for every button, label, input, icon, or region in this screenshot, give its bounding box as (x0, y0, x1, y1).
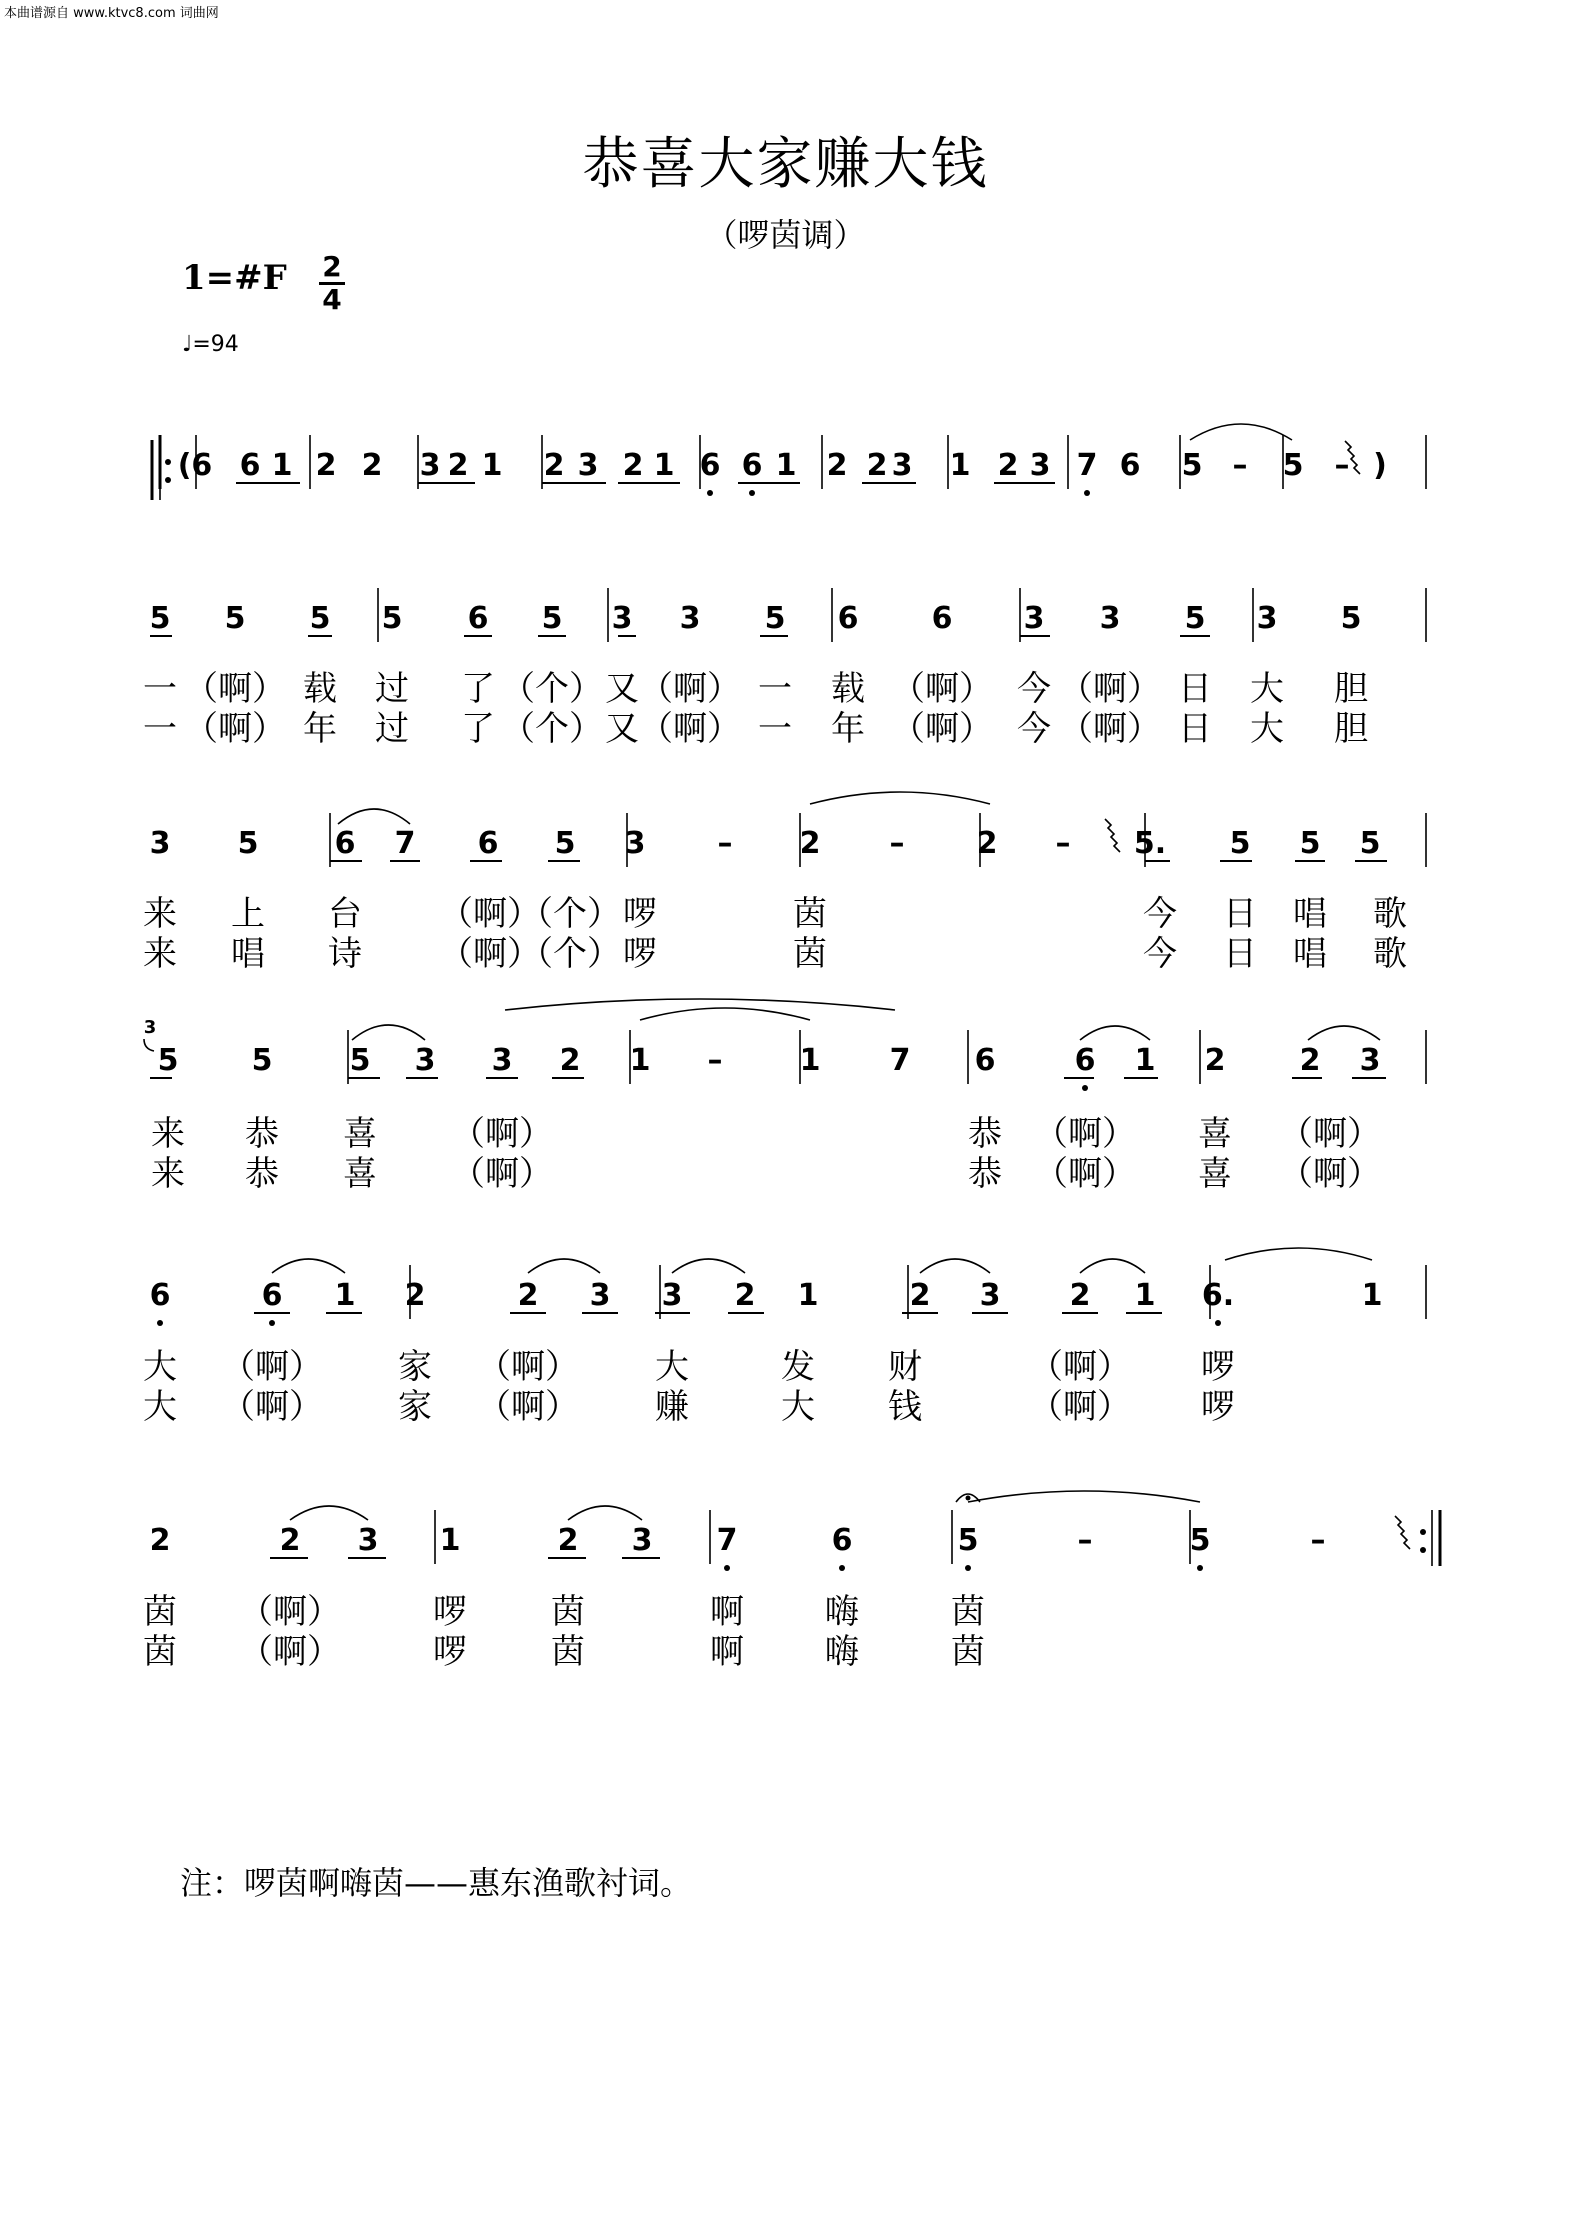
lyric-verse1-4-7: （啊） (1029, 1347, 1131, 1387)
lyric-verse1-3-2: 喜 (343, 1114, 377, 1154)
note-3-5: 2 (559, 1043, 581, 1078)
note-5-2: 3 (357, 1523, 379, 1558)
lyric-verse1-2-10: 歌 (1373, 894, 1407, 934)
note-0-19: 2 (997, 448, 1019, 483)
lyric-verse1-5-4: 啊 (710, 1592, 744, 1632)
note-5-6: 7 (716, 1523, 738, 1558)
note-4-5: 3 (589, 1278, 611, 1313)
lyric-verse2-2-0: 来 (143, 934, 177, 974)
lyric-verse2-2-1: 唱 (231, 934, 265, 974)
song-title: 恭喜大家赚大钱 (582, 132, 989, 197)
note-2-0: 3 (149, 826, 171, 861)
note-1-7: 3 (679, 601, 701, 636)
lyric-verse2-4-2: 家 (398, 1387, 432, 1427)
note-2-11: – (1055, 826, 1071, 861)
note-5-11: – (1310, 1523, 1326, 1558)
octave-dot (965, 1565, 971, 1571)
note-0-1: 6 (239, 448, 261, 483)
note-0-24: – (1232, 448, 1248, 483)
lyric-verse2-1-12: （啊） (1059, 709, 1161, 749)
note-1-14: 3 (1256, 601, 1278, 636)
lyric-verse1-1-8: 一 (758, 669, 792, 709)
lyric-verse2-3-4: 恭 (968, 1154, 1002, 1194)
note-1-12: 3 (1099, 601, 1121, 636)
note-1-2: 5 (309, 601, 331, 636)
lyric-verse2-3-2: 喜 (343, 1154, 377, 1194)
note-5-9: – (1077, 1523, 1093, 1558)
note-1-4: 6 (467, 601, 489, 636)
note-3-15: 3 (1359, 1043, 1381, 1078)
note-2-1: 5 (237, 826, 259, 861)
note-0-7: 1 (481, 448, 503, 483)
note-3-13: 2 (1204, 1043, 1226, 1078)
note-0-16: 2 (866, 448, 888, 483)
lyric-verse1-2-9: 唱 (1293, 894, 1327, 934)
lyric-verse2-1-14: 大 (1250, 709, 1284, 749)
note-0-21: 7 (1076, 448, 1098, 483)
time-signature-top: 2 (322, 250, 342, 283)
lyric-verse1-5-1: （啊） (239, 1592, 341, 1632)
note-3-4: 3 (491, 1043, 513, 1078)
lyric-verse1-1-1: （啊） (184, 669, 286, 709)
note-5-7: 6 (831, 1523, 853, 1558)
lyric-verse1-3-5: （啊） (1034, 1114, 1136, 1154)
lyric-verse1-1-14: 大 (1250, 669, 1284, 709)
note-2-5: 5 (554, 826, 576, 861)
lyric-verse2-4-5: 大 (781, 1387, 815, 1427)
lyric-verse1-4-8: 啰 (1201, 1347, 1235, 1387)
repeat-dot (1420, 1529, 1426, 1535)
lyric-verse1-2-0: 来 (143, 894, 177, 934)
note-2-12: 5. (1133, 826, 1167, 861)
note-3-7: – (707, 1043, 723, 1078)
lyric-verse2-2-8: 日 (1223, 934, 1257, 974)
footnote: 注：啰茵啊嗨茵——惠东渔歌衬词。 (180, 1864, 693, 1902)
note-0-4: 2 (361, 448, 383, 483)
note-0-27: ) (1373, 448, 1387, 483)
lyric-verse1-2-1: 上 (231, 894, 265, 934)
note-4-10: 3 (979, 1278, 1001, 1313)
note-0-10: 2 (622, 448, 644, 483)
lyric-verse1-5-3: 茵 (551, 1592, 585, 1632)
note-3-2: 5 (349, 1043, 371, 1078)
note-4-14: 1 (1361, 1278, 1383, 1313)
octave-dot (1084, 490, 1090, 496)
note-2-2: 6 (334, 826, 356, 861)
note-2-10: 2 (976, 826, 998, 861)
lyric-verse2-4-7: （啊） (1029, 1387, 1131, 1427)
note-0-3: 2 (315, 448, 337, 483)
glissando-mark (1105, 819, 1120, 852)
lyric-verse1-1-12: （啊） (1059, 669, 1161, 709)
slur (1190, 424, 1292, 440)
note-1-10: 6 (931, 601, 953, 636)
note-2-15: 5 (1359, 826, 1381, 861)
note-1-3: 5 (381, 601, 403, 636)
lyric-verse2-2-4: （个） (519, 934, 621, 974)
lyric-verse1-1-10: （啊） (891, 669, 993, 709)
lyric-verse1-1-6: 又 (605, 669, 639, 709)
note-1-15: 5 (1340, 601, 1362, 636)
note-5-0: 2 (149, 1523, 171, 1558)
song-subtitle: （啰茵调） (705, 216, 866, 254)
note-0-17: 3 (891, 448, 913, 483)
lyric-verse2-2-2: 诗 (328, 934, 362, 974)
lyric-verse1-3-1: 恭 (245, 1114, 279, 1154)
octave-dot (839, 1565, 845, 1571)
note-2-13: 5 (1229, 826, 1251, 861)
note-5-10: 5 (1189, 1523, 1211, 1558)
slur (568, 1506, 642, 1520)
note-4-4: 2 (517, 1278, 539, 1313)
note-5-4: 2 (557, 1523, 579, 1558)
lyric-verse2-2-10: 歌 (1373, 934, 1407, 974)
lyric-verse1-1-4: 了 (461, 669, 495, 709)
lyric-verse2-4-0: 大 (143, 1387, 177, 1427)
lyric-verse1-4-3: （啊） (477, 1347, 579, 1387)
repeat-dot (1420, 1547, 1426, 1553)
note-4-1: 6 (261, 1278, 283, 1313)
note-0-26: – (1334, 448, 1350, 483)
note-0-8: 2 (543, 448, 565, 483)
note-3-3: 3 (414, 1043, 436, 1078)
note-1-11: 3 (1023, 601, 1045, 636)
note-2-14: 5 (1299, 826, 1321, 861)
note-3-8: 1 (799, 1043, 821, 1078)
lyric-verse2-5-6: 茵 (951, 1632, 985, 1672)
note-0-0: (6 (177, 448, 213, 483)
lyric-verse2-4-6: 钱 (888, 1387, 922, 1427)
slur (968, 1491, 1200, 1502)
note-3-0: 5 (157, 1043, 179, 1078)
lyric-verse2-5-5: 嗨 (825, 1632, 859, 1672)
note-0-2: 1 (271, 448, 293, 483)
note-3-10: 6 (974, 1043, 996, 1078)
lyric-verse1-4-5: 发 (781, 1347, 815, 1387)
note-0-11: 1 (653, 448, 675, 483)
note-3-1: 5 (251, 1043, 273, 1078)
note-3-12: 1 (1134, 1043, 1156, 1078)
lyric-verse2-1-2: 年 (303, 709, 337, 749)
note-4-13: 6. (1201, 1278, 1235, 1313)
note-5-3: 1 (439, 1523, 461, 1558)
slur (1080, 1259, 1145, 1273)
time-signature-bottom: 4 (322, 283, 342, 316)
slur (810, 792, 990, 804)
lyric-verse2-2-6: 茵 (793, 934, 827, 974)
lyric-verse2-5-4: 啊 (710, 1632, 744, 1672)
note-4-0: 6 (149, 1278, 171, 1313)
lyric-verse1-1-0: 一 (143, 669, 177, 709)
note-0-14: 1 (775, 448, 797, 483)
note-3-9: 7 (889, 1043, 911, 1078)
lyric-verse2-3-5: （啊） (1034, 1154, 1136, 1194)
lyric-verse2-3-6: 喜 (1198, 1154, 1232, 1194)
octave-dot (707, 490, 713, 496)
lyric-verse2-4-8: 啰 (1201, 1387, 1235, 1427)
lyric-verse2-4-3: （啊） (477, 1387, 579, 1427)
note-3-6: 1 (629, 1043, 651, 1078)
octave-dot (1082, 1085, 1088, 1091)
lyric-verse1-1-2: 载 (303, 669, 337, 709)
note-0-23: 5 (1181, 448, 1203, 483)
note-1-5: 5 (541, 601, 563, 636)
key-signature: 1=#F (182, 258, 287, 298)
source-note: 本曲谱源自 www.ktvc8.com 词曲网 (4, 6, 219, 21)
fermata-dot (966, 1496, 971, 1501)
slur (352, 1025, 425, 1040)
grace-note: 3 (143, 1017, 157, 1038)
repeat-dot (165, 477, 171, 483)
note-5-8: 5 (957, 1523, 979, 1558)
note-2-6: 3 (624, 826, 646, 861)
note-2-4: 6 (477, 826, 499, 861)
lyric-verse1-5-2: 啰 (433, 1592, 467, 1632)
note-4-3: 2 (404, 1278, 426, 1313)
note-4-2: 1 (334, 1278, 356, 1313)
slur (640, 1008, 810, 1020)
lyric-verse2-2-3: （啊） (439, 934, 541, 974)
lyric-verse2-3-3: （啊） (451, 1154, 553, 1194)
lyric-verse2-1-11: 今 (1017, 709, 1051, 749)
slur (1080, 1026, 1150, 1040)
lyric-verse2-2-5: 啰 (623, 934, 657, 974)
note-0-25: 5 (1282, 448, 1304, 483)
lyric-verse2-1-0: 一 (143, 709, 177, 749)
lyric-verse1-1-7: （啊） (639, 669, 741, 709)
octave-dot (157, 1320, 163, 1326)
slur (290, 1506, 368, 1520)
octave-dot (269, 1320, 275, 1326)
note-4-12: 1 (1134, 1278, 1156, 1313)
octave-dot (749, 490, 755, 496)
note-2-8: 2 (799, 826, 821, 861)
note-4-11: 2 (1069, 1278, 1091, 1313)
lyric-verse1-4-1: （啊） (221, 1347, 323, 1387)
lyric-verse1-5-0: 茵 (143, 1592, 177, 1632)
lyric-verse2-1-15: 胆 (1334, 709, 1368, 749)
tempo-mark: ♩=94 (182, 332, 239, 357)
lyric-verse1-2-8: 日 (1223, 894, 1257, 934)
lyric-verse2-1-1: （啊） (184, 709, 286, 749)
lyric-verse1-2-4: （个） (519, 894, 621, 934)
note-5-1: 2 (279, 1523, 301, 1558)
repeat-dot (165, 459, 171, 465)
note-0-9: 3 (577, 448, 599, 483)
lyric-verse1-2-7: 今 (1143, 894, 1177, 934)
glissando-mark (1395, 1516, 1410, 1549)
note-0-15: 2 (826, 448, 848, 483)
note-1-13: 5 (1184, 601, 1206, 636)
slur (1225, 1248, 1372, 1260)
lyric-verse1-2-3: （啊） (439, 894, 541, 934)
lyric-verse1-1-11: 今 (1017, 669, 1051, 709)
lyric-verse1-3-6: 喜 (1198, 1114, 1232, 1154)
lyric-verse2-5-3: 茵 (551, 1632, 585, 1672)
lyric-verse1-1-15: 胆 (1334, 669, 1368, 709)
lyric-verse2-3-1: 恭 (245, 1154, 279, 1194)
lyric-verse1-4-0: 大 (143, 1347, 177, 1387)
lyric-verse1-1-9: 载 (831, 669, 865, 709)
lyric-verse1-3-0: 来 (151, 1114, 185, 1154)
lyric-verse2-1-13: 日 (1178, 709, 1212, 749)
lyric-verse1-3-3: （啊） (451, 1114, 553, 1154)
lyric-verse2-5-1: （啊） (239, 1632, 341, 1672)
lyric-verse2-1-5: （个） (501, 709, 603, 749)
lyric-verse1-1-3: 过 (375, 669, 409, 709)
note-3-14: 2 (1299, 1043, 1321, 1078)
lyric-verse1-1-5: （个） (501, 669, 603, 709)
lyric-verse1-1-13: 日 (1178, 669, 1212, 709)
lyric-verse2-1-4: 了 (461, 709, 495, 749)
octave-dot (724, 1565, 730, 1571)
lyric-verse2-3-0: 来 (151, 1154, 185, 1194)
slur (338, 809, 410, 824)
note-1-0: 5 (149, 601, 171, 636)
note-0-5: 3 (419, 448, 441, 483)
note-0-6: 2 (447, 448, 469, 483)
note-2-9: – (889, 826, 905, 861)
lyric-verse2-1-6: 又 (605, 709, 639, 749)
note-4-7: 2 (734, 1278, 756, 1313)
lyric-verse1-4-2: 家 (398, 1347, 432, 1387)
slur (1308, 1026, 1380, 1040)
note-1-1: 5 (224, 601, 246, 636)
note-0-20: 3 (1029, 448, 1051, 483)
note-1-9: 6 (837, 601, 859, 636)
lyric-verse1-5-6: 茵 (951, 1592, 985, 1632)
slur (528, 1259, 600, 1273)
slur (672, 1259, 745, 1273)
lyric-verse2-2-9: 唱 (1293, 934, 1327, 974)
lyric-verse2-5-0: 茵 (143, 1632, 177, 1672)
lyric-verse1-2-2: 台 (328, 894, 362, 934)
note-2-7: – (717, 826, 733, 861)
note-3-11: 6 (1074, 1043, 1096, 1078)
lyric-verse1-5-5: 嗨 (825, 1592, 859, 1632)
lyric-verse2-2-7: 今 (1143, 934, 1177, 974)
note-0-22: 6 (1119, 448, 1141, 483)
note-1-8: 5 (764, 601, 786, 636)
lyric-verse2-4-1: （啊） (221, 1387, 323, 1427)
lyric-verse1-3-7: （啊） (1279, 1114, 1381, 1154)
octave-dot (1215, 1320, 1221, 1326)
note-4-9: 2 (909, 1278, 931, 1313)
note-2-3: 7 (394, 826, 416, 861)
lyric-verse2-1-10: （啊） (891, 709, 993, 749)
lyric-verse2-4-4: 赚 (655, 1387, 689, 1427)
note-4-6: 3 (661, 1278, 683, 1313)
note-1-6: 3 (611, 601, 633, 636)
note-5-5: 3 (631, 1523, 653, 1558)
lyric-verse1-2-5: 啰 (623, 894, 657, 934)
lyric-verse2-5-2: 啰 (433, 1632, 467, 1672)
octave-dot (1197, 1565, 1203, 1571)
note-0-18: 1 (949, 448, 971, 483)
slur (272, 1259, 345, 1273)
slur (920, 1259, 990, 1273)
lyric-verse1-2-6: 茵 (793, 894, 827, 934)
grace-slur (144, 1039, 154, 1051)
lyric-verse1-4-4: 大 (655, 1347, 689, 1387)
lyric-verse2-1-3: 过 (375, 709, 409, 749)
note-4-8: 1 (797, 1278, 819, 1313)
lyric-verse1-4-6: 财 (888, 1347, 922, 1387)
lyric-verse1-3-4: 恭 (968, 1114, 1002, 1154)
note-0-13: 6 (741, 448, 763, 483)
note-0-12: 6 (699, 448, 721, 483)
lyric-verse2-3-7: （啊） (1279, 1154, 1381, 1194)
lyric-verse2-1-7: （啊） (639, 709, 741, 749)
lyric-verse2-1-8: 一 (758, 709, 792, 749)
lyric-verse2-1-9: 年 (831, 709, 865, 749)
